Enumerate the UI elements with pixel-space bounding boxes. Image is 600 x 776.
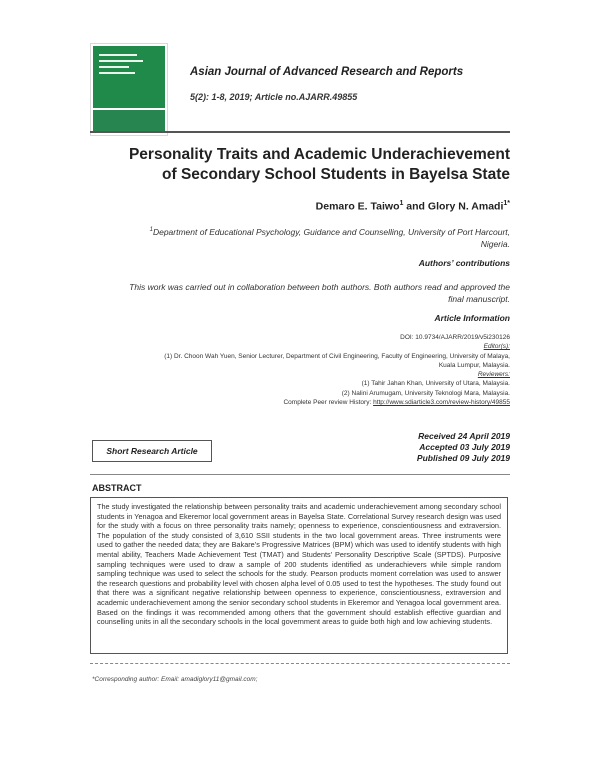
published-date: Published 09 July 2019	[416, 453, 510, 463]
affiliation-line-2: Nigeria.	[480, 238, 510, 249]
cover-title-line	[99, 54, 137, 56]
paper-title	[90, 145, 510, 185]
journal-name: Asian Journal of Advanced Research and Reports	[190, 66, 464, 78]
author-name: Glory N. Amadi	[427, 200, 504, 213]
header-rule	[90, 131, 510, 133]
issue-info: 5(2): 1-8, 2019; Article no.AJARR.49855	[190, 92, 358, 102]
cover-title-line	[99, 72, 135, 74]
reviewers-label: Reviewers:	[477, 371, 510, 379]
corresponding-author-footnote: *Corresponding author: Email: amadiglory11@gmail.com;	[92, 676, 258, 683]
article-info-heading: Article Information	[434, 313, 510, 323]
doi: DOI: 10.9734/AJARR/2019/v5i230126	[400, 334, 510, 341]
review-history-label: Complete Peer review History:	[283, 399, 374, 407]
cover-title-line	[99, 60, 143, 62]
affiliation-mark: 1	[149, 227, 153, 233]
accepted-date: Accepted 03 July 2019	[419, 442, 510, 452]
affiliation	[110, 224, 510, 250]
author-affil-mark: 1	[399, 200, 404, 207]
editor-label: Editor(s):	[483, 343, 510, 351]
abstract-box	[90, 497, 508, 654]
title-line-2: of Secondary School Students in Bayelsa State	[162, 166, 510, 183]
article-info	[90, 333, 510, 407]
article-type-box: Short Research Article	[92, 440, 212, 462]
review-history-link[interactable]: http://www.sdiarticle3.com/review-history/49855	[373, 399, 510, 407]
contributions-line-2: final manuscript.	[448, 294, 510, 304]
editor-line-1: (1) Dr. Choon Wah Yuen, Senior Lecturer, Department of Civil Engineering, Faculty of Engineering, University of Malaya,	[164, 352, 510, 360]
abstract-heading: ABSTRACT	[92, 483, 142, 493]
cover-footer	[93, 110, 165, 133]
journal-cover-thumbnail	[90, 43, 168, 136]
contributions-heading: Authors’ contributions	[418, 258, 510, 268]
title-line-1: Personality Traits and Academic Underachievement	[128, 146, 510, 163]
editor-line-2: Kuala Lumpur, Malaysia.	[438, 361, 510, 369]
affiliation-line-1: Department of Educational Psychology, Guidance and Counselling, University of Port Harcourt,	[152, 226, 510, 237]
reviewer-2: (2) Nalini Arumugam, University Teknologi Mara, Malaysia.	[341, 389, 510, 397]
author-name: Demaro E. Taiwo	[315, 200, 400, 213]
reviewer-1: (1) Tahir Jahan Khan, University of Utara, Malaysia.	[361, 380, 510, 388]
abstract-text: The study investigated the relationship between personality traits and academic underachievement among secondary school students in Yenagoa and Ekeremor local government areas in Bayelsa State. Correlational Survey research design was used for the study with a focus on three personality traits namely; openness to experience, conscientiousness and extraversion. The population of the study consisted of 3,610 SSII students in the two local government areas. Three instruments were used to gather the needed data; they are Bakare’s Progressive Matrices (BPM) which was used to identify students with high mental ability, Teachers Made Achievement Test (TMAT) and Students’ Personality Descriptive Scale (SPTDS). Purposive sampling techniques were used to draw a sample of 200 students identified as underachievers while simple random sampling technique was used to select the schools for the study. Pearson products moment correlation was used to answer the research questions and probability level with chosen alpha level of 0.05 used to test the hypotheses. The study found out that there was a significant negative relationship between openness to experience, conscientiousness, extraversion and academic underachievement among the senior secondary school students in Ekeremor and Yenagoa local government area. Based on the findings it was recommended among others that the government should establish effective guardian and counselling units in all the secondary schools in the local government areas to guide both high and low achieving students.	[97, 502, 501, 627]
footnote-rule	[90, 663, 510, 664]
author-list	[90, 200, 510, 213]
author-separator: and	[403, 200, 428, 213]
section-rule	[90, 474, 510, 475]
cover-title-line	[99, 66, 129, 68]
contributions-text	[90, 281, 510, 305]
contributions-line-1: This work was carried out in collaboration between both authors. Both authors read and approved the	[129, 282, 510, 292]
received-date: Received 24 April 2019	[418, 431, 510, 441]
author-affil-mark: 1*	[503, 200, 510, 207]
publication-dates	[417, 431, 510, 464]
